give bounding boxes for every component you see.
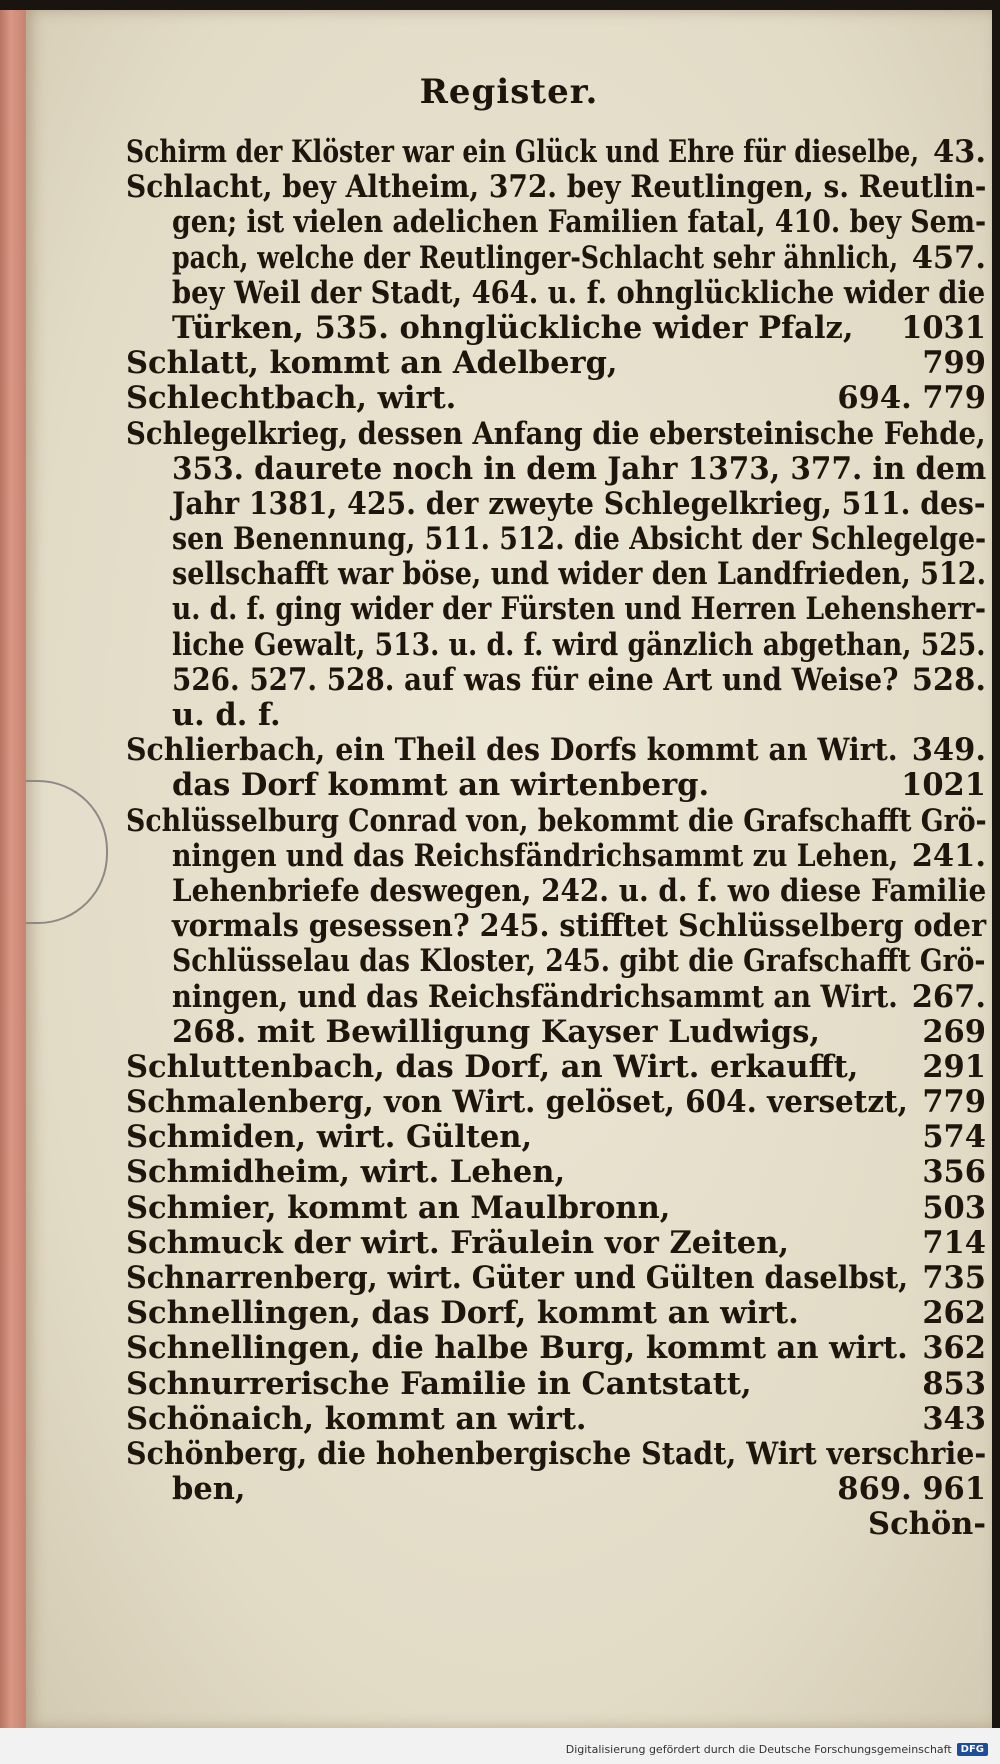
page-number: 799 [922,345,986,382]
index-line-38: Schönberg, die hohenbergische Stadt, Wirt verschrie- [126,1435,987,1472]
page-number: 1021 [901,767,986,804]
index-line-29: Schmiden, wirt. Gülten, 574 [126,1119,986,1156]
index-line-14: u. d. f. ging wider der Fürsten und Herren Lehensherr- [172,591,986,628]
index-line-23: vormals gesessen? 245. stifftet Schlüsselberg oder [172,908,987,945]
catchword-line [126,1507,986,1542]
index-line-9: Schlegelkrieg, dessen Anfang die ebersteinische Fehde, [126,415,986,452]
page-number: 343 [922,1400,986,1437]
index-line-19: das Dorf kommt an wirtenberg. 1021 [172,767,986,804]
index-line-12: sen Benennung, 511. 512. die Absicht der Schlegelge- [172,521,987,558]
book-page [26,10,992,1728]
index-line-15: liche Gewalt, 513. u. d. f. wird gänzlich abgethan, 525. [172,626,986,663]
page-number: 528. [911,661,986,698]
index-line-37: Schönaich, kommt an wirt. 343 [126,1400,986,1437]
page-number: 269 [922,1013,986,1050]
page-number: 349. [911,732,986,769]
page-number: 457. [911,239,986,276]
index-line-4: pach, welche der Reutlinger-Schlacht sehr ähnlich, 457. [172,239,986,276]
page-number: 1031 [901,309,986,346]
index-line-5: bey Weil der Stadt, 464. u. f. ohnglückliche wider die [172,274,986,311]
index-line-16: 526. 527. 528. auf was für eine Art und Weise? 528. [172,661,986,698]
index-entries [126,135,986,1543]
page-number: 267. [911,978,986,1015]
page-number: 262 [922,1295,986,1332]
page-number: 869. 961 [837,1471,986,1508]
index-line-26: 268. mit Bewilligung Kayser Ludwigs, 269 [172,1013,986,1050]
dfg-logo: DFG [957,1743,988,1756]
index-line-22: Lehenbriefe deswegen, 242. u. d. f. wo diese Familie [172,872,987,909]
catchword: Schön- [868,1506,986,1543]
index-line-34: Schnellingen, das Dorf, kommt an wirt. 262 [126,1295,986,1332]
index-line-27: Schluttenbach, das Dorf, an Wirt. erkaufft, 291 [126,1048,986,1085]
index-line-1: Schirm der Klöster war ein Glück und Ehre für dieselbe, 43. [126,134,986,170]
page-number: 503 [922,1189,986,1226]
digitization-credit [566,1743,988,1756]
index-line-36: Schnurrerische Familie in Cantstatt, 853 [126,1365,986,1402]
index-line-6: Türken, 535. ohnglückliche wider Pfalz, 1031 [172,309,986,346]
page-number: 362 [922,1330,986,1367]
index-line-30: Schmidheim, wirt. Lehen, 356 [126,1154,986,1191]
index-line-17: u. d. f. [172,697,281,733]
index-line-7: Schlatt, kommt an Adelberg, 799 [126,345,986,382]
index-line-10: 353. daurete noch in dem Jahr 1373, 377. in dem [172,450,987,487]
page-number: 779 [922,1084,986,1121]
index-line-39: ben, 869. 961 [172,1471,986,1508]
index-line-11: Jahr 1381, 425. der zweyte Schlegelkrieg, 511. des- [172,485,986,522]
book-cover-edge [0,10,28,1728]
index-line-20: Schlüsselburg Conrad von, bekommt die Grafschafft Grö- [126,802,987,839]
index-line-13: sellschafft war böse, und wider den Landfrieden, 512. [172,556,987,593]
index-line-31: Schmier, kommt an Maulbronn, 503 [126,1189,986,1226]
index-line-33: Schnarrenberg, wirt. Güter und Gülten daselbst, 735 [126,1260,986,1296]
index-line-18: Schlierbach, ein Theil des Dorfs kommt an Wirt. 349. [126,732,986,769]
page-number: 853 [922,1365,986,1402]
page-number: 694. 779 [837,380,986,417]
index-line-35: Schnellingen, die halbe Burg, kommt an wirt. 362 [126,1330,986,1367]
index-line-8: Schlechtbach, wirt. 694. 779 [126,380,986,417]
index-line-21: ningen und das Reichsfändrichsammt zu Lehen, 241. [172,837,986,874]
index-line-32: Schmuck der wirt. Fräulein vor Zeiten, 714 [126,1224,986,1261]
page-title: Register. [419,72,599,112]
index-line-24: Schlüsselau das Kloster, 245. gibt die Grafschafft Grö- [172,943,986,980]
index-line-2: Schlacht, bey Altheim, 372. bey Reutlingen, s. Reutlin- [126,169,987,206]
page-number: 43. [932,134,986,170]
page-number: 356 [922,1154,986,1191]
page-number: 574 [922,1119,986,1156]
credit-text: Digitalisierung gefördert durch die Deutsche Forschungsgemeinschaft [565,1743,952,1756]
page-number: 735 [922,1260,986,1296]
index-line-3: gen; ist vielen adelichen Familien fatal, 410. bey Sem- [172,204,987,241]
page-number: 291 [922,1048,986,1085]
page-number: 714 [922,1224,986,1261]
page-clip-shadow [26,780,108,924]
index-line-28: Schmalenberg, von Wirt. gelöset, 604. versetzt, 779 [126,1084,986,1121]
index-line-25: ningen, und das Reichsfändrichsammt an Wirt. 267. [172,978,986,1015]
page-number: 241. [911,837,986,874]
